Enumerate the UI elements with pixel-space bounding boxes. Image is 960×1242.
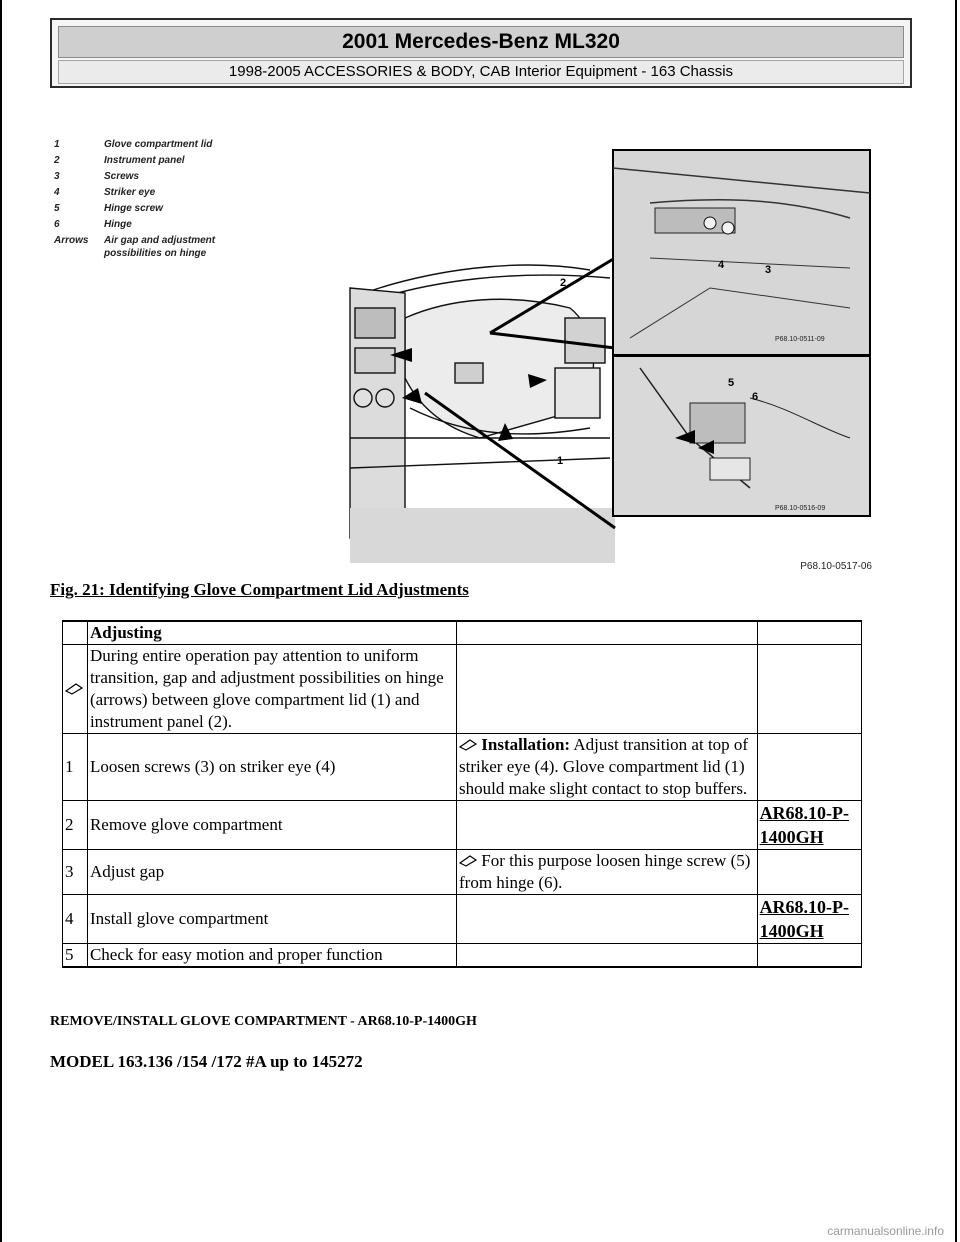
step-note [457,944,758,968]
reference-link[interactable]: AR68.10-P-1400GH [759,803,850,847]
callout-3: 3 [765,264,772,276]
note-icon [459,737,477,751]
table-row [63,734,862,801]
watermark: carmanualsonline.info [827,1224,944,1238]
table-cell [63,621,88,645]
header-subtitle: 1998-2005 ACCESSORIES & BODY, CAB Interior Equipment - 163 Chassis [58,60,904,84]
model-heading: MODEL 163.136 /154 /172 #A up to 145272 [50,1052,363,1071]
reference-link[interactable]: AR68.10-P-1400GH [759,897,850,941]
legend-number: 6 [54,219,60,230]
inset-hinge [613,356,870,516]
step-note-text: Adjust transition at top of striker eye (4). Glove compartment lid (1) should make slight contact to stop buffers. [459,735,749,798]
page-header [50,18,912,88]
callout-4: 4 [718,259,725,271]
note-icon [65,681,83,695]
legend-text: Air gap and adjustment possibilities on hinge [104,235,216,259]
adjusting-steps-table [62,620,862,968]
step-number: 2 [63,801,88,850]
callout-5: 5 [728,377,735,389]
table-cell [757,621,861,645]
step-number: 1 [63,734,88,801]
section-heading: REMOVE/INSTALL GLOVE COMPARTMENT - AR68.10-P-1400GH [50,1014,477,1029]
legend-text: Screws [104,171,140,182]
legend-text: Hinge [104,219,132,230]
header-title: 2001 Mercedes-Benz ML320 [58,26,904,58]
legend-text: Hinge screw [104,203,163,214]
table-row [63,895,862,944]
table-row [63,801,862,850]
step-note [457,801,758,850]
step-reference [757,734,861,801]
step-reference [757,895,861,944]
step-reference [757,850,861,895]
table-cell [757,645,861,734]
step-action: Check for easy motion and proper function [87,944,456,968]
callout-6: 6 [752,391,759,403]
figure-glove-compartment [50,108,880,578]
note-icon [459,853,477,867]
step-action: Remove glove compartment [87,801,456,850]
step-action: Install glove compartment [87,895,456,944]
table-row-note [63,645,862,734]
inset-code-bottom: P68.10-0516-09 [775,505,826,512]
step-note [457,895,758,944]
step-note-text: For this purpose loosen hinge screw (5) from hinge (6). [459,851,751,892]
inset-code-top: P68.10-0511-09 [775,336,825,343]
step-note-label: Installation: [481,735,571,754]
step-number: 5 [63,944,88,968]
step-reference [757,944,861,968]
figure-caption[interactable]: Fig. 21: Identifying Glove Compartment Lid Adjustments [50,580,469,599]
table-row [63,850,862,895]
step-action: Loosen screws (3) on striker eye (4) [87,734,456,801]
inset-striker-eye [613,150,870,355]
legend-text: Glove compartment lid [104,139,213,150]
step-note [457,734,758,801]
step-note [457,850,758,895]
legend-number: 5 [54,203,60,214]
legend-number: 2 [54,155,60,166]
note-text: During entire operation pay attention to uniform transition, gap and adjustment possibilities on hinge (arrows) between glove compartment lid (1) and instrument panel (2). [87,645,456,734]
legend-text: Striker eye [104,187,156,198]
legend-number: 4 [54,187,60,198]
table-cell [457,645,758,734]
step-number: 3 [63,850,88,895]
step-number: 4 [63,895,88,944]
dashboard-drawing [350,265,615,578]
dashboard-illustration [50,108,880,578]
table-cell [457,621,758,645]
table-header-row [63,621,862,645]
callout-1: 1 [557,455,564,467]
legend-number: Arrows [54,235,89,246]
legend-number: 3 [54,171,60,182]
table-header-adjusting: Adjusting [87,621,456,645]
table-row [63,944,862,968]
legend-text: Instrument panel [104,155,185,166]
note-cell [63,645,88,734]
figure-code: P68.10-0517-06 [800,561,872,572]
legend-number: 1 [54,139,60,150]
step-action: Adjust gap [87,850,456,895]
callout-2: 2 [560,277,567,289]
step-reference [757,801,861,850]
